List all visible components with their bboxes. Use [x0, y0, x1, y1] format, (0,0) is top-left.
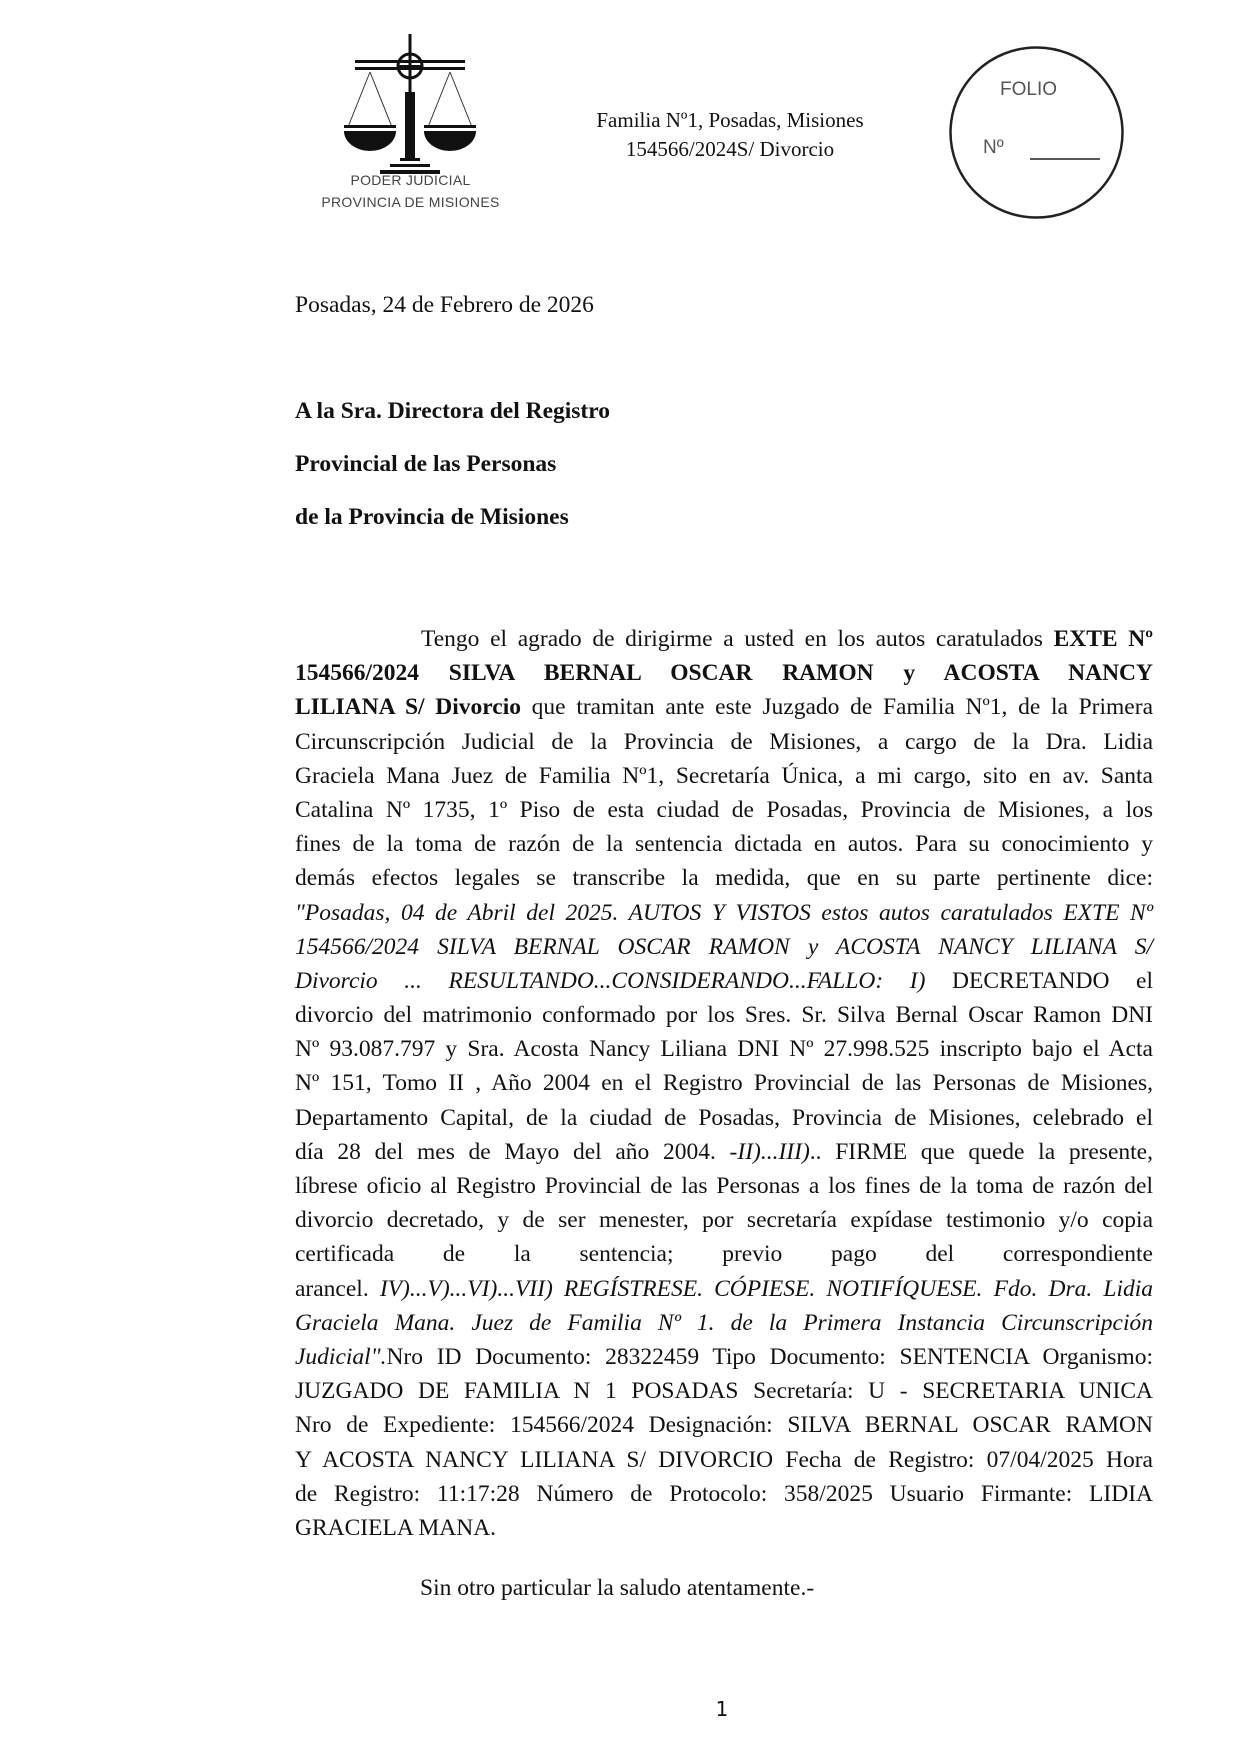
body-line [295, 964, 1153, 998]
body-line [295, 1306, 1153, 1340]
folio-circle-icon [948, 45, 1125, 220]
body-line [295, 622, 1153, 656]
body-line [295, 1169, 1153, 1203]
body-text: Nro de Expediente: 154566/2024 Designación: SILVA BERNAL OSCAR RAMON [295, 1412, 1153, 1439]
body-line [295, 1032, 1153, 1066]
bold-text: LILIANA S/ Divorcio [295, 694, 521, 721]
italic-quote-text: 154566/2024 SILVA BERNAL OSCAR RAMON y ACOSTA NANCY LILIANA S/ [295, 933, 1153, 960]
italic-quote-text: Judicial". [295, 1343, 387, 1370]
body-text: certificada de la sentencia; previo pago del correspondiente [295, 1241, 1153, 1268]
closing-line: Sin otro particular la saludo atentamente.- [420, 1575, 815, 1601]
folio-stamp [948, 45, 1125, 220]
body-text: Nº 151, Tomo II , Año 2004 en el Registro Provincial de las Personas de Misiones, [295, 1070, 1153, 1097]
body-line [295, 793, 1153, 827]
body-text: Graciela Mana Juez de Familia Nº1, Secretaría Única, a mi cargo, sito en av. Santa [295, 762, 1153, 789]
body-text: día 28 del mes de Mayo del año 2004. [295, 1138, 730, 1165]
case-header [560, 106, 900, 164]
body-line [295, 930, 1153, 964]
addressee-line-3: de la Provincia de Misiones [295, 504, 569, 530]
body-text: divorcio del matrimonio conformado por los Sres. Sr. Silva Bernal Oscar Ramon DNI [295, 1002, 1153, 1029]
body-line [295, 759, 1153, 793]
body-text: demás efectos legales se transcribe la medida, que en su parte pertinente dice: [295, 865, 1153, 892]
body-text: de Registro: 11:17:28 Número de Protocolo: 358/2025 Usuario Firmante: LIDIA [295, 1480, 1153, 1507]
body-line [295, 896, 1153, 930]
body-line [295, 1203, 1153, 1237]
body-text: Nro ID Documento: 28322459 Tipo Documento: SENTENCIA Organismo: [386, 1343, 1153, 1370]
body-line [295, 1443, 1153, 1477]
body-line [295, 1511, 1153, 1545]
body-line [295, 1101, 1153, 1135]
bold-text: EXTE Nº [1053, 626, 1153, 652]
body-text: Tengo el agrado de dirigirme a usted en los autos caratulados [421, 626, 1054, 652]
body-line [295, 1272, 1153, 1306]
bold-text: 154566/2024 SILVA BERNAL OSCAR RAMON y ACOSTA NANCY [295, 660, 1153, 687]
body-line [295, 861, 1153, 895]
page-number: 1 [715, 1697, 729, 1721]
body-text: Nº 93.087.797 y Sra. Acosta Nancy Liliana DNI Nº 27.998.525 inscripto bajo el Acta [295, 1036, 1153, 1063]
italic-quote-text: IV)...V)...VI)...VII) REGÍSTRESE. CÓPIESE. NOTIFÍQUESE. Fdo. Dra. Lidia [379, 1275, 1154, 1302]
body-line [295, 1135, 1153, 1169]
body-line [295, 1374, 1153, 1408]
body-text: arancel. [295, 1275, 380, 1302]
body-text: GRACIELA MANA. [295, 1514, 497, 1541]
logo-text-line1: PODER JUDICIAL [350, 172, 471, 188]
body-line [295, 1066, 1153, 1100]
body-line [295, 827, 1153, 861]
date-line: Posadas, 24 de Febrero de 2026 [295, 292, 594, 318]
addressee-line-2: Provincial de las Personas [295, 451, 557, 477]
body-text: .. FIRME que quede la presente, [809, 1138, 1153, 1165]
italic-quote-text: "Posadas, 04 de Abril del 2025. AUTOS Y VISTOS estos autos caratulados EXTE Nº [295, 899, 1153, 926]
folio-label: FOLIO [1000, 79, 1058, 100]
body-text: Circunscripción Judicial de la Provincia de Misiones, a cargo de la Dra. Lidia [295, 728, 1153, 755]
body-line [295, 656, 1153, 690]
body-line [295, 1340, 1153, 1374]
court-name: Familia Nº1, Posadas, Misiones [596, 108, 864, 132]
body-text: que tramitan ante este Juzgado de Familia Nº1, de la Primera [520, 694, 1153, 721]
body-line [295, 998, 1153, 1032]
body-text: JUZGADO DE FAMILIA N 1 POSADAS Secretaría: U - SECRETARIA UNICA [295, 1378, 1153, 1405]
body-text: líbrese oficio al Registro Provincial de las Personas a los fines de la toma de razón del [295, 1173, 1153, 1199]
body-text: fines de la toma de razón de la sentencia dictada en autos. Para su conocimiento y [295, 831, 1153, 858]
body-text: Y ACOSTA NANCY LILIANA S/ DIVORCIO Fecha de Registro: 07/04/2025 Hora [295, 1446, 1153, 1473]
poder-judicial-logo [308, 32, 513, 222]
italic-quote-text: Divorcio ... RESULTANDO...CONSIDERANDO...FALLO: I) [295, 967, 926, 994]
body-line [295, 690, 1153, 724]
body-line [295, 1237, 1153, 1271]
body-text: Departamento Capital, de la ciudad de Posadas, Provincia de Misiones, celebrado el [295, 1104, 1153, 1131]
logo-text-line2: PROVINCIA DE MISIONES [321, 194, 500, 210]
body-line [295, 1477, 1153, 1511]
body-line [295, 725, 1153, 759]
folio-number-label: Nº [983, 137, 1004, 158]
italic-quote-text: -II)...III) [729, 1138, 810, 1165]
case-number: 154566/2024S/ Divorcio [625, 137, 835, 161]
addressee-line-1: A la Sra. Directora del Registro [295, 398, 611, 424]
body-text: DECRETANDO el [925, 967, 1153, 994]
italic-quote-text: Graciela Mana. Juez de Familia Nº 1. de la Primera Instancia Circunscripción [295, 1309, 1153, 1336]
body-text: Catalina Nº 1735, 1º Piso de esta ciudad de Posadas, Provincia de Misiones, a los [295, 796, 1153, 823]
body-line [295, 1408, 1153, 1442]
scales-of-justice-icon [308, 32, 513, 182]
body-text: divorcio decretado, y de ser menester, por secretaría expídase testimonio y/o copia [295, 1207, 1153, 1234]
letter-body [295, 622, 1153, 1545]
